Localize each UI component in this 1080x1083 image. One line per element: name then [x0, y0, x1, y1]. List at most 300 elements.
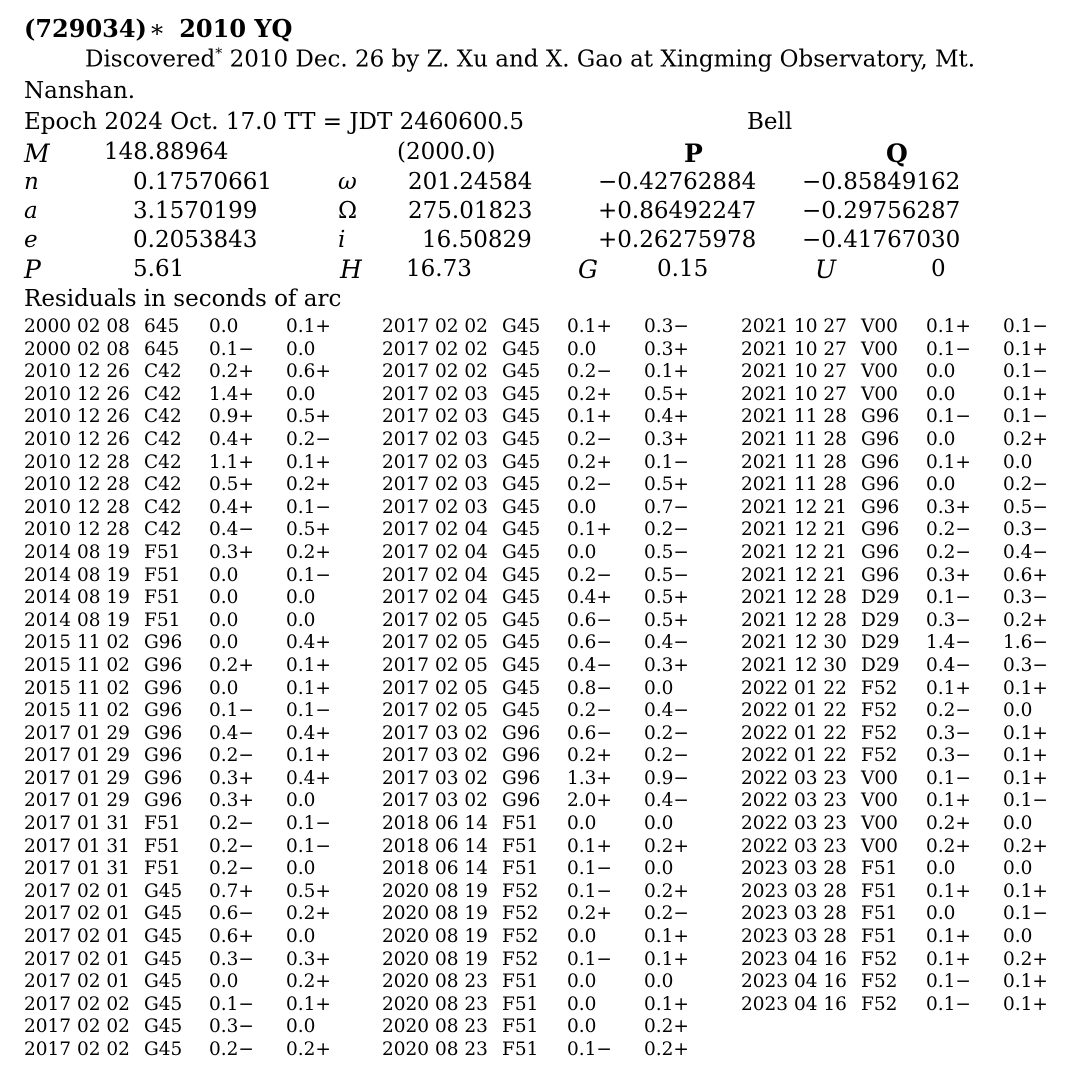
residual-date: 2014 08 19 — [24, 564, 130, 586]
residual-observatory: F51 — [502, 971, 539, 993]
residual-ra: 0.6+ — [209, 926, 254, 948]
residual-date: 2017 02 05 — [382, 609, 488, 631]
residual-observatory: G45 — [502, 587, 541, 609]
residual-observatory: G96 — [144, 722, 183, 744]
residual-date: 2023 03 28 — [741, 926, 847, 948]
residual-date: 2022 01 22 — [741, 700, 847, 722]
residual-ra: 0.0 — [567, 993, 597, 1015]
discovery-line-1 — [85, 46, 975, 73]
residual-ra: 0.3− — [209, 948, 254, 970]
residual-ra: 0.2− — [567, 361, 612, 383]
residual-observatory: F51 — [861, 858, 898, 880]
residual-ra: 0.1− — [567, 880, 612, 902]
residual-dec: 0.5− — [644, 541, 689, 563]
discovery-asterisk: * — [215, 46, 223, 62]
residual-observatory: F51 — [502, 993, 539, 1015]
residual-date: 2010 12 28 — [24, 519, 130, 541]
residual-observatory: G96 — [144, 700, 183, 722]
residual-ra: 0.0 — [209, 587, 239, 609]
residual-date: 2021 10 27 — [741, 316, 847, 337]
residual-date: 2017 02 01 — [24, 926, 130, 948]
residual-date: 2017 02 02 — [382, 316, 488, 337]
residual-ra: 0.0 — [209, 564, 239, 586]
residual-date: 2023 04 16 — [741, 948, 847, 970]
residual-ra: 1.4− — [926, 632, 971, 654]
residual-ra: 0.3− — [926, 745, 971, 767]
residual-ra: 0.1+ — [926, 880, 971, 902]
residual-date: 2022 01 22 — [741, 677, 847, 699]
residual-ra: 0.6− — [209, 903, 254, 925]
residual-observatory: G96 — [144, 677, 183, 699]
discovery-word: Discovered — [85, 46, 216, 73]
residual-dec: 0.0 — [644, 858, 674, 880]
residual-date: 2015 11 02 — [24, 632, 130, 654]
residual-observatory: 645 — [144, 338, 180, 360]
residual-observatory: G45 — [502, 316, 541, 337]
residual-ra: 0.0 — [926, 361, 956, 383]
residual-dec: 0.1+ — [1003, 383, 1048, 405]
residual-dec: 0.1+ — [644, 993, 689, 1015]
residual-dec: 0.1+ — [644, 361, 689, 383]
residual-observatory: G45 — [502, 496, 541, 518]
object-number: (729034) — [24, 14, 147, 43]
residual-dec: 1.6− — [1003, 632, 1048, 654]
discovery-line-2: Nanshan. — [24, 78, 136, 104]
residual-dec: 0.2+ — [644, 1039, 689, 1060]
residual-ra: 0.4+ — [209, 496, 254, 518]
residual-ra: 0.1− — [926, 406, 971, 428]
residual-date: 2017 02 03 — [382, 474, 488, 496]
residual-observatory: G45 — [144, 948, 183, 970]
residual-observatory: G96 — [502, 767, 541, 789]
residual-dec: 0.6+ — [286, 361, 331, 383]
residual-ra: 0.0 — [209, 316, 239, 337]
residual-ra: 0.4− — [209, 519, 254, 541]
residual-dec: 0.2− — [644, 722, 689, 744]
residual-observatory: G96 — [144, 632, 183, 654]
residual-observatory: D29 — [861, 632, 900, 654]
residual-date: 2017 03 02 — [382, 745, 488, 767]
residual-dec: 0.1+ — [1003, 722, 1048, 744]
residual-ra: 0.1− — [926, 338, 971, 360]
residual-dec: 0.0 — [644, 971, 674, 993]
residual-date: 2022 03 23 — [741, 767, 847, 789]
residual-observatory: C42 — [144, 496, 182, 518]
residual-dec: 0.1+ — [1003, 971, 1048, 993]
residual-ra: 0.3+ — [926, 496, 971, 518]
residual-observatory: F52 — [502, 903, 539, 925]
residual-dec: 0.5+ — [644, 609, 689, 631]
residual-ra: 0.1− — [926, 587, 971, 609]
residual-observatory: G96 — [502, 722, 541, 744]
residual-observatory: F51 — [144, 587, 181, 609]
residual-ra: 0.4+ — [209, 428, 254, 450]
residual-date: 2010 12 26 — [24, 406, 130, 428]
value-M: 148.88964 — [104, 139, 229, 165]
residual-date: 2000 02 08 — [24, 316, 130, 337]
label-e: e — [24, 227, 38, 253]
residual-ra: 0.0 — [567, 496, 597, 518]
residual-ra: 0.6− — [567, 632, 612, 654]
residual-ra: 0.2− — [209, 835, 254, 857]
residual-observatory: C42 — [144, 519, 182, 541]
label-i: i — [338, 227, 346, 253]
residual-dec: 0.1− — [286, 564, 331, 586]
residual-dec: 0.0 — [286, 926, 316, 948]
value-Qx: −0.85849162 — [802, 169, 961, 195]
residual-ra: 0.1− — [209, 993, 254, 1015]
residual-date: 2022 01 22 — [741, 722, 847, 744]
residual-observatory: G96 — [861, 564, 900, 586]
residual-observatory: F51 — [861, 926, 898, 948]
residual-date: 2023 04 16 — [741, 971, 847, 993]
residual-dec: 0.1+ — [1003, 745, 1048, 767]
residual-dec: 0.1+ — [286, 993, 331, 1015]
residual-observatory: G45 — [502, 474, 541, 496]
residual-date: 2021 12 21 — [741, 564, 847, 586]
residual-ra: 0.1− — [926, 993, 971, 1015]
residual-date: 2020 08 19 — [382, 948, 488, 970]
residual-observatory: G45 — [502, 383, 541, 405]
residual-date: 2017 02 04 — [382, 541, 488, 563]
residual-ra: 0.2+ — [926, 835, 971, 857]
residual-ra: 0.2+ — [209, 654, 254, 676]
residual-ra: 0.0 — [567, 971, 597, 993]
residual-dec: 0.3+ — [644, 428, 689, 450]
residual-observatory: G45 — [502, 654, 541, 676]
residual-dec: 0.0 — [286, 383, 316, 405]
residual-date: 2010 12 28 — [24, 474, 130, 496]
residual-ra: 0.2+ — [926, 813, 971, 835]
residual-date: 2017 02 01 — [24, 903, 130, 925]
residual-dec: 0.2+ — [644, 880, 689, 902]
residual-ra: 0.1+ — [567, 835, 612, 857]
residual-dec: 0.0 — [1003, 926, 1033, 948]
residual-dec: 0.3− — [1003, 519, 1048, 541]
residual-date: 2017 02 02 — [382, 338, 488, 360]
residual-ra: 1.1+ — [209, 451, 254, 473]
residual-ra: 0.3+ — [209, 767, 254, 789]
residual-dec: 0.0 — [286, 587, 316, 609]
residual-observatory: G45 — [144, 880, 183, 902]
residual-ra: 0.2− — [209, 1039, 254, 1060]
orbit-computer: Bell — [747, 109, 793, 135]
residual-observatory: G96 — [502, 790, 541, 812]
residual-dec: 0.2+ — [286, 971, 331, 993]
residual-date: 2017 02 04 — [382, 564, 488, 586]
residual-dec: 0.1+ — [286, 677, 331, 699]
residual-dec: 0.0 — [286, 790, 316, 812]
value-i: 16.50829 — [422, 227, 532, 253]
residual-ra: 0.2− — [567, 428, 612, 450]
residual-observatory: F52 — [861, 948, 898, 970]
residual-ra: 0.2+ — [567, 745, 612, 767]
residual-observatory: F52 — [861, 700, 898, 722]
value-H: 16.73 — [406, 256, 472, 282]
residual-ra: 0.8− — [567, 677, 612, 699]
residual-dec: 0.2− — [1003, 474, 1048, 496]
residual-dec: 0.1− — [1003, 361, 1048, 383]
residual-observatory: F51 — [861, 903, 898, 925]
residual-date: 2020 08 19 — [382, 880, 488, 902]
residual-dec: 0.2+ — [286, 474, 331, 496]
residual-observatory: F52 — [502, 948, 539, 970]
residual-date: 2017 02 05 — [382, 700, 488, 722]
residual-dec: 0.5− — [644, 564, 689, 586]
residual-ra: 0.0 — [926, 903, 956, 925]
value-Qz: −0.41767030 — [802, 227, 961, 253]
residual-observatory: G45 — [502, 338, 541, 360]
residual-observatory: G96 — [861, 406, 900, 428]
residual-date: 2020 08 23 — [382, 1039, 488, 1060]
residual-observatory: G96 — [144, 790, 183, 812]
residual-observatory: G45 — [502, 632, 541, 654]
residual-date: 2017 01 29 — [24, 790, 130, 812]
label-P-vector: P — [684, 139, 703, 168]
epoch-line: Epoch 2024 Oct. 17.0 TT = JDT 2460600.5 — [24, 109, 525, 135]
residual-date: 2021 12 21 — [741, 496, 847, 518]
value-G: 0.15 — [657, 256, 709, 282]
residual-date: 2017 02 01 — [24, 880, 130, 902]
residual-dec: 0.2+ — [286, 1039, 331, 1060]
residual-date: 2021 12 21 — [741, 541, 847, 563]
residual-dec: 0.1− — [1003, 903, 1048, 925]
residual-dec: 0.5+ — [286, 880, 331, 902]
residual-dec: 0.6+ — [1003, 564, 1048, 586]
residual-date: 2020 08 23 — [382, 971, 488, 993]
residual-dec: 0.1− — [1003, 790, 1048, 812]
residual-ra: 0.2− — [567, 474, 612, 496]
residuals-title: Residuals in seconds of arc — [24, 286, 342, 312]
residual-observatory: F52 — [861, 993, 898, 1015]
residual-observatory: F51 — [144, 541, 181, 563]
object-title — [24, 14, 292, 43]
residual-date: 2021 12 21 — [741, 519, 847, 541]
residual-observatory: V00 — [861, 835, 898, 857]
value-Qy: −0.29756287 — [802, 198, 961, 224]
residual-observatory: C42 — [144, 474, 182, 496]
residual-dec: 0.0 — [1003, 858, 1033, 880]
residual-ra: 0.0 — [926, 383, 956, 405]
residual-date: 2017 03 02 — [382, 790, 488, 812]
residual-ra: 0.0 — [567, 813, 597, 835]
residual-dec: 0.4+ — [644, 406, 689, 428]
residual-observatory: V00 — [861, 338, 898, 360]
residual-date: 2017 02 02 — [24, 1039, 130, 1060]
residual-ra: 0.3− — [926, 609, 971, 631]
residual-ra: 0.2− — [209, 745, 254, 767]
residual-ra: 0.1+ — [926, 316, 971, 337]
residual-dec: 0.1+ — [644, 948, 689, 970]
residual-ra: 0.0 — [567, 926, 597, 948]
residual-dec: 0.1− — [1003, 316, 1048, 337]
residual-observatory: G96 — [144, 745, 183, 767]
residual-ra: 0.7+ — [209, 880, 254, 902]
residual-dec: 0.2+ — [644, 1016, 689, 1038]
value-Pz: +0.26275978 — [598, 227, 757, 253]
residual-dec: 0.2+ — [286, 903, 331, 925]
residual-observatory: C42 — [144, 361, 182, 383]
residual-observatory: F51 — [144, 609, 181, 631]
label-omega: ω — [338, 169, 357, 195]
residual-observatory: C42 — [144, 383, 182, 405]
residual-dec: 0.4+ — [286, 722, 331, 744]
value-omega: 201.24584 — [408, 169, 533, 195]
residual-dec: 0.2+ — [1003, 948, 1048, 970]
residual-observatory: V00 — [861, 383, 898, 405]
residual-dec: 0.1− — [286, 700, 331, 722]
residual-ra: 0.0 — [209, 971, 239, 993]
residual-dec: 0.1− — [286, 835, 331, 857]
residual-dec: 0.1+ — [1003, 993, 1048, 1015]
residual-date: 2015 11 02 — [24, 700, 130, 722]
residual-dec: 0.1+ — [286, 745, 331, 767]
residual-dec: 0.5+ — [644, 474, 689, 496]
residual-date: 2022 03 23 — [741, 790, 847, 812]
residual-date: 2018 06 14 — [382, 858, 488, 880]
residual-observatory: G45 — [502, 519, 541, 541]
residual-ra: 0.0 — [567, 338, 597, 360]
residual-observatory: G45 — [144, 993, 183, 1015]
residual-date: 2021 11 28 — [741, 406, 847, 428]
residual-date: 2023 04 16 — [741, 993, 847, 1015]
residual-observatory: G45 — [502, 428, 541, 450]
residual-ra: 0.2+ — [567, 903, 612, 925]
residual-date: 2014 08 19 — [24, 541, 130, 563]
residual-date: 2021 11 28 — [741, 474, 847, 496]
residual-observatory: F52 — [502, 880, 539, 902]
residual-date: 2017 02 02 — [382, 361, 488, 383]
value-Omega: 275.01823 — [408, 198, 533, 224]
residual-date: 2017 02 05 — [382, 654, 488, 676]
residual-date: 2017 01 31 — [24, 835, 130, 857]
residual-date: 2010 12 26 — [24, 361, 130, 383]
residual-date: 2017 02 03 — [382, 428, 488, 450]
residual-observatory: C42 — [144, 428, 182, 450]
residual-ra: 0.1− — [209, 700, 254, 722]
residual-observatory: G96 — [861, 541, 900, 563]
residual-ra: 0.1+ — [926, 926, 971, 948]
residual-dec: 0.0 — [1003, 813, 1033, 835]
residual-observatory: F51 — [144, 858, 181, 880]
residual-observatory: V00 — [861, 790, 898, 812]
residual-dec: 0.1+ — [1003, 767, 1048, 789]
residual-observatory: V00 — [861, 316, 898, 337]
residual-ra: 0.4− — [209, 722, 254, 744]
residual-ra: 0.2− — [209, 813, 254, 835]
residual-date: 2023 03 28 — [741, 880, 847, 902]
residual-observatory: F51 — [502, 835, 539, 857]
residual-ra: 0.0 — [209, 677, 239, 699]
residual-date: 2017 02 03 — [382, 406, 488, 428]
residual-ra: 0.2− — [209, 858, 254, 880]
residual-dec: 0.2− — [644, 903, 689, 925]
residual-dec: 0.0 — [1003, 451, 1033, 473]
residual-observatory: D29 — [861, 587, 900, 609]
residual-observatory: G96 — [502, 745, 541, 767]
residual-observatory: F51 — [144, 835, 181, 857]
residual-dec: 0.1− — [644, 451, 689, 473]
residual-dec: 0.1+ — [286, 316, 331, 337]
residual-date: 2015 11 02 — [24, 654, 130, 676]
residual-dec: 0.2+ — [286, 541, 331, 563]
residual-ra: 0.3+ — [926, 564, 971, 586]
label-H: H — [340, 255, 362, 284]
residual-date: 2022 03 23 — [741, 813, 847, 835]
residual-date: 2010 12 28 — [24, 451, 130, 473]
label-Omega: Ω — [338, 198, 358, 224]
residual-date: 2017 03 02 — [382, 722, 488, 744]
residual-dec: 0.5+ — [644, 587, 689, 609]
residual-observatory: G45 — [502, 541, 541, 563]
residual-dec: 0.4+ — [286, 767, 331, 789]
residual-dec: 0.5+ — [286, 406, 331, 428]
residual-ra: 0.3+ — [209, 790, 254, 812]
residual-date: 2014 08 19 — [24, 587, 130, 609]
residual-ra: 0.1+ — [926, 948, 971, 970]
residual-dec: 0.3− — [1003, 587, 1048, 609]
residual-ra: 0.1+ — [926, 677, 971, 699]
residual-dec: 0.0 — [644, 677, 674, 699]
residual-date: 2010 12 26 — [24, 428, 130, 450]
equinox: (2000.0) — [397, 139, 496, 165]
residual-ra: 0.5+ — [209, 474, 254, 496]
residual-dec: 0.0 — [286, 609, 316, 631]
residual-ra: 0.4− — [567, 654, 612, 676]
residual-dec: 0.2− — [286, 428, 331, 450]
residual-date: 2021 12 28 — [741, 587, 847, 609]
residual-dec: 0.1− — [286, 496, 331, 518]
residual-observatory: G45 — [144, 1016, 183, 1038]
label-G: G — [578, 255, 598, 284]
residual-ra: 0.2+ — [567, 383, 612, 405]
residual-observatory: F51 — [861, 880, 898, 902]
residual-dec: 0.4− — [1003, 541, 1048, 563]
residual-ra: 0.3− — [209, 1016, 254, 1038]
residual-ra: 0.0 — [209, 632, 239, 654]
residual-dec: 0.1+ — [286, 451, 331, 473]
residual-dec: 0.1+ — [1003, 677, 1048, 699]
residual-ra: 0.1+ — [567, 316, 612, 337]
residual-ra: 0.1− — [209, 338, 254, 360]
residual-dec: 0.4+ — [286, 632, 331, 654]
residual-date: 2017 02 03 — [382, 451, 488, 473]
residual-dec: 0.1− — [286, 813, 331, 835]
residual-observatory: F52 — [861, 722, 898, 744]
residual-dec: 0.4− — [644, 790, 689, 812]
residual-observatory: F51 — [502, 858, 539, 880]
residual-dec: 0.5+ — [644, 383, 689, 405]
residual-observatory: C42 — [144, 451, 182, 473]
residual-observatory: G45 — [144, 971, 183, 993]
residual-observatory: G45 — [144, 1039, 183, 1060]
object-star: ∗ — [148, 15, 166, 43]
residual-ra: 0.2− — [926, 700, 971, 722]
residual-dec: 0.9− — [644, 767, 689, 789]
residual-ra: 0.6− — [567, 722, 612, 744]
residual-date: 2020 08 23 — [382, 1016, 488, 1038]
residual-date: 2017 01 29 — [24, 722, 130, 744]
residual-date: 2010 12 26 — [24, 383, 130, 405]
residual-ra: 0.3− — [926, 722, 971, 744]
residual-ra: 0.0 — [926, 428, 956, 450]
residual-observatory: G45 — [502, 406, 541, 428]
residual-ra: 1.4+ — [209, 383, 254, 405]
residual-observatory: F52 — [861, 971, 898, 993]
residual-ra: 0.2+ — [209, 361, 254, 383]
residual-date: 2020 08 23 — [382, 993, 488, 1015]
residual-observatory: F51 — [502, 813, 539, 835]
